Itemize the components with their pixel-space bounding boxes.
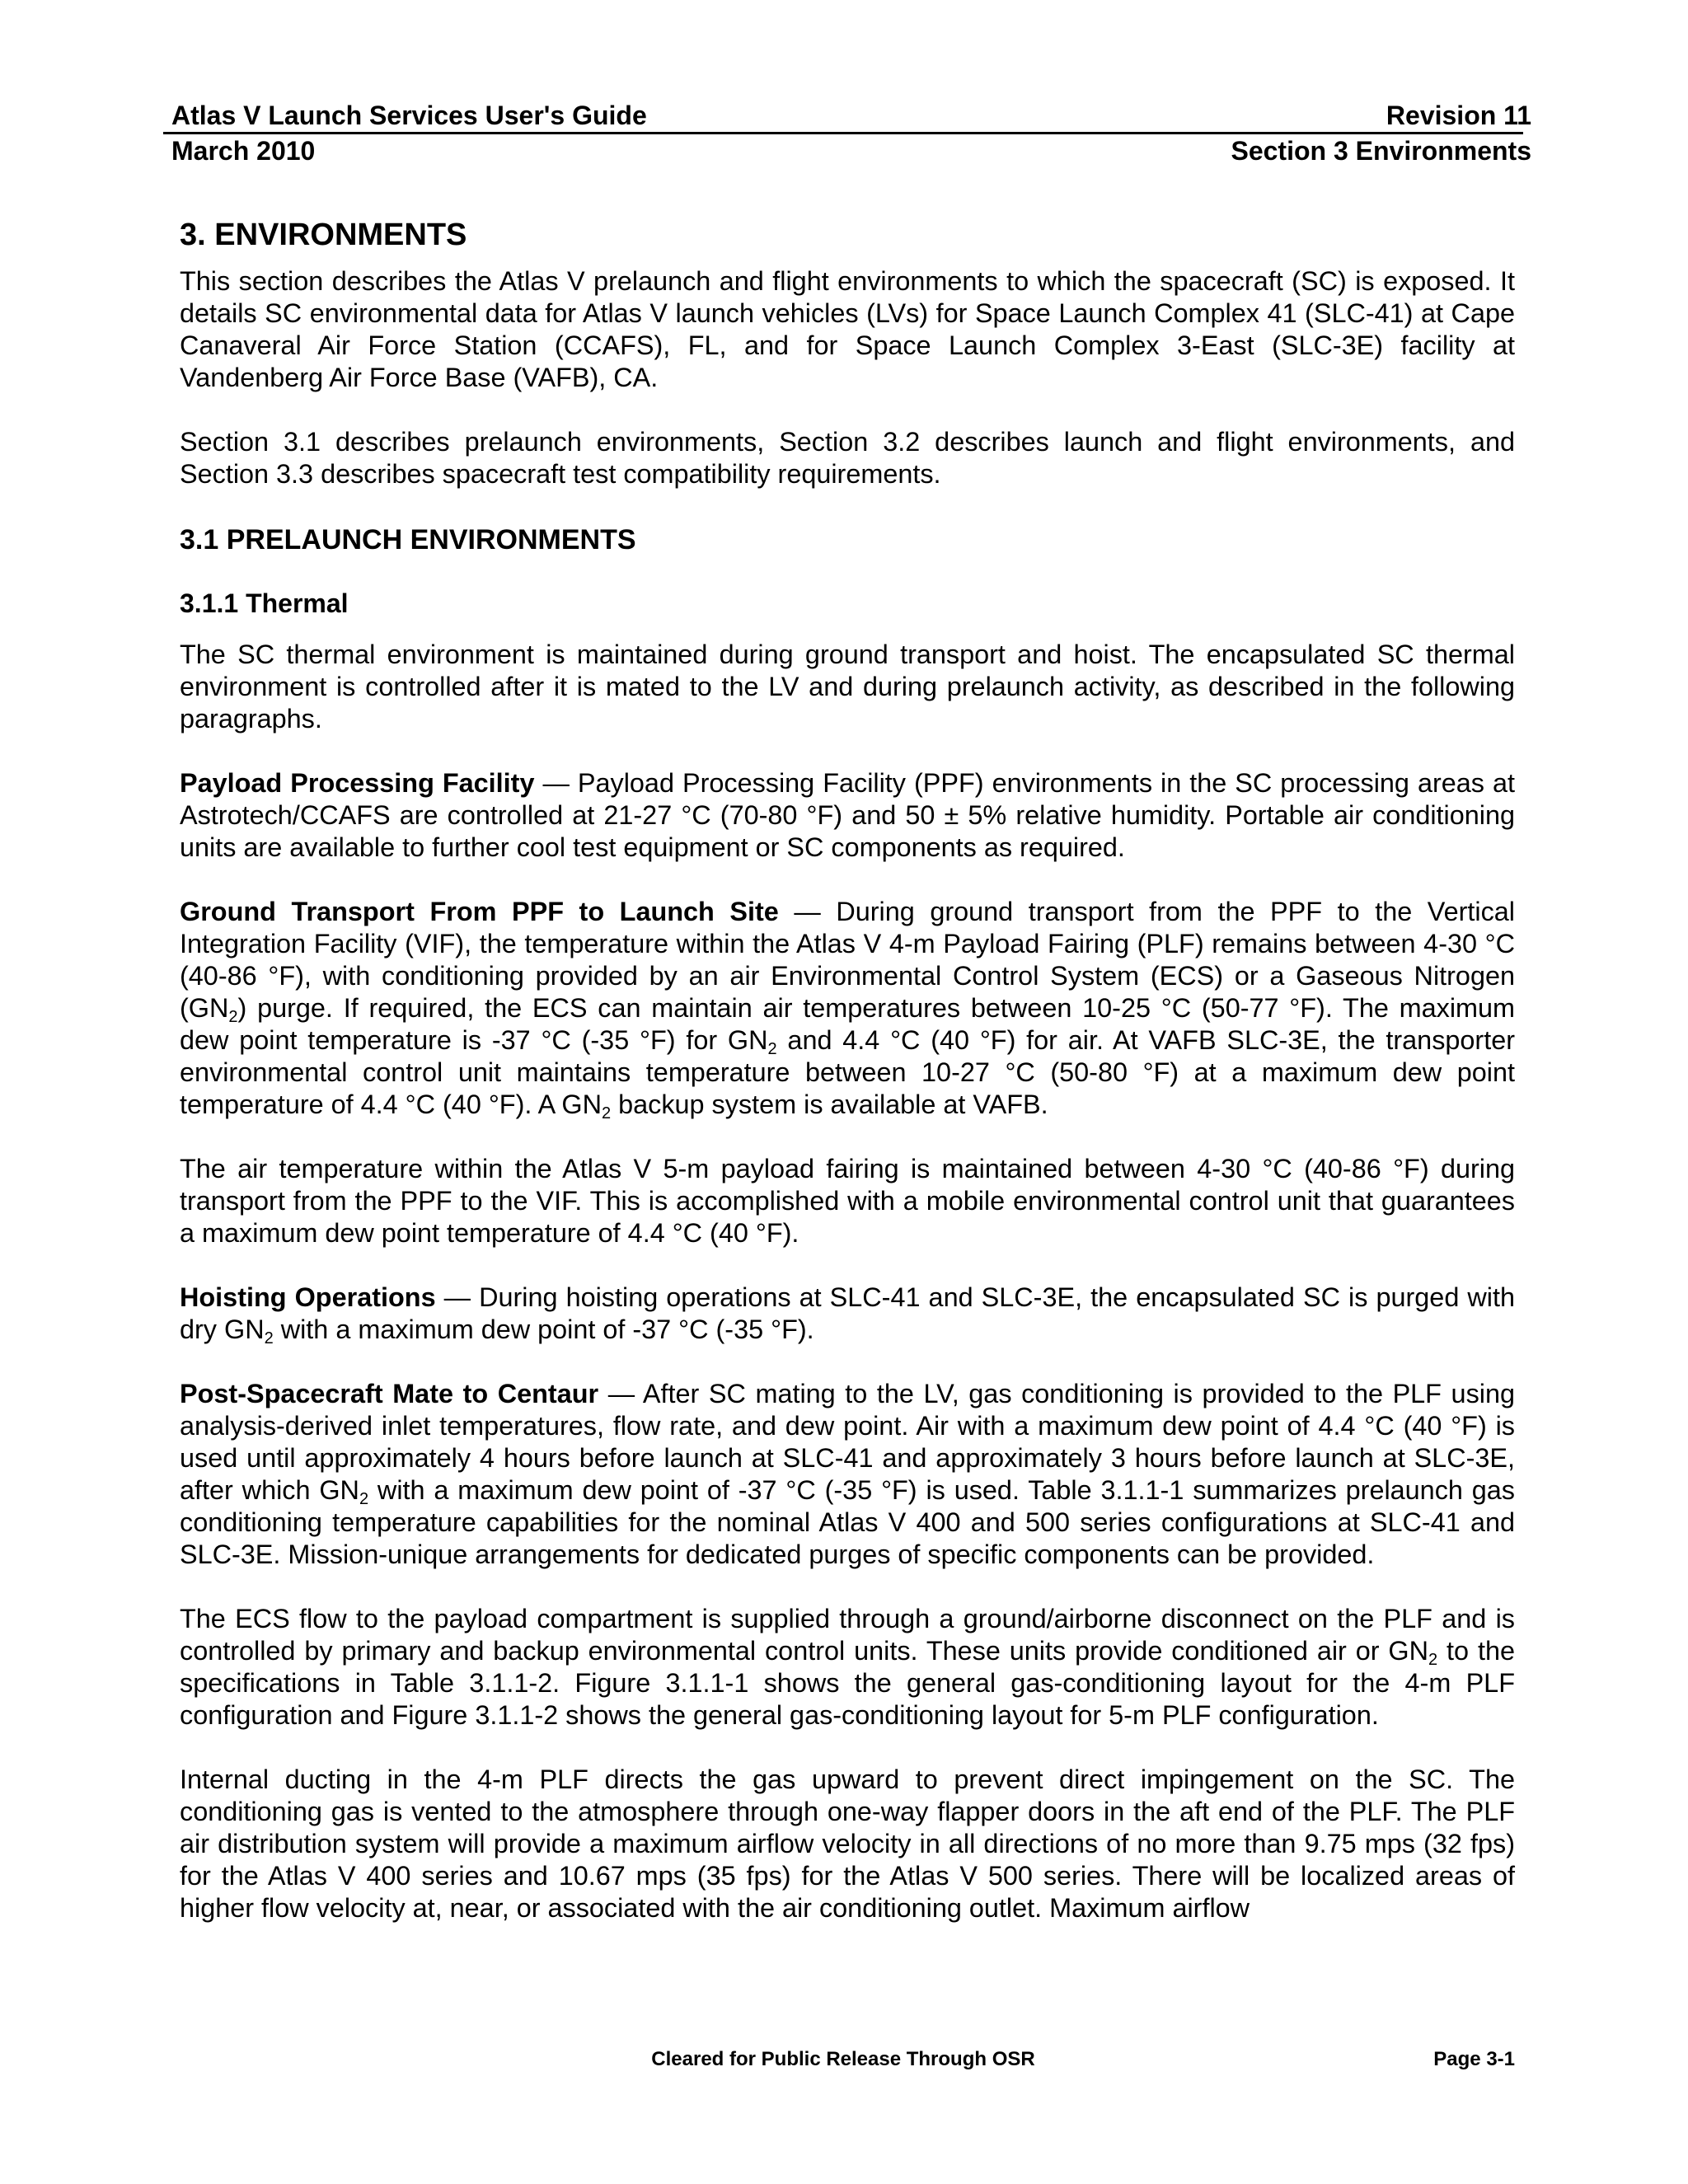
subscript-2: 2 — [767, 1040, 777, 1058]
post-mate-text-2: with a maximum dew point of -37 °C (-35 °F) is used. Table 3.1.1-1 summarizes prelaunch gas conditioning temperature capabilities for the nominal Atlas V 400 and 500 series configurations at SLC-41 and SLC-3E. Mission-unique arrangements for dedicated purges of specific components can be provided. — [180, 1475, 1515, 1569]
hoisting-paragraph — [180, 1282, 1515, 1346]
air-temperature-paragraph: The air temperature within the Atlas V 5-m payload fairing is maintained between 4-30 °C (40-86 °F) during transport from the PPF to the VIF. This is accomplished with a mobile environmental control unit that guarantees a maximum dew point temperature of 4.4 °C (40 °F). — [180, 1154, 1515, 1248]
subscript-2: 2 — [264, 1329, 274, 1347]
ecs-paragraph — [180, 1603, 1515, 1732]
ground-transport-text-4: backup system is available at VAFB. — [611, 1090, 1048, 1119]
intro-paragraph-2: Section 3.1 describes prelaunch environments, Section 3.2 describes launch and flight environments, and Section 3.3 describes spacecraft test compatibility requirements. — [180, 427, 1515, 489]
thermal-paragraph: The SC thermal environment is maintained during ground transport and hoist. The encapsulated SC thermal environment is controlled after it is mated to the LV and during prelaunch activity, as described in the following paragraphs. — [180, 640, 1515, 733]
document-title: Atlas V Launch Services User's Guide — [171, 101, 647, 130]
subscript-2: 2 — [1428, 1651, 1438, 1669]
subsubsection-heading-thermal: 3.1.1 Thermal — [180, 588, 349, 618]
section-heading: 3. ENVIRONMENTS — [180, 218, 467, 252]
post-mate-text-1: — After SC mating to the LV, gas conditioning is provided to the PLF using analysis-derived inlet temperatures, flow rate, and dew point. Air with a maximum dew point of 4.4 °C (40 °F) is used until approximately 4 hours before launch at SLC-41 and approximately 3 hours before launch at SLC-3E, after which GN — [180, 1379, 1515, 1505]
page-number: Page 3-1 — [1433, 2048, 1515, 2070]
ground-transport-lead: Ground Transport From PPF to Launch Site — [180, 897, 779, 926]
ducting-paragraph: Internal ducting in the 4-m PLF directs the gas upward to prevent direct impingement on the SC. The conditioning gas is vented to the atmosphere through one-way flapper doors in the aft end of the PLF. The PLF air distribution system will provide a maximum airflow velocity in all directions of no more than 9.75 mps (32 fps) for the Atlas V 400 series and 10.67 mps (35 fps) for the Atlas V 500 series. There will be localized areas of higher flow velocity at, near, or associated with the air conditioning outlet. Maximum airflow — [180, 1765, 1515, 1923]
subscript-2: 2 — [601, 1104, 612, 1122]
subscript-2: 2 — [359, 1490, 369, 1508]
release-statement: Cleared for Public Release Through OSR — [651, 2048, 1035, 2070]
ppf-text: — Payload Processing Facility (PPF) environments in the SC processing areas at Astrotech/CCAFS are controlled at 21-27 °C (70-80 °F) and 50 ± 5% relative humidity. Portable air conditioning units are available to further cool test equipment or SC components as required. — [180, 768, 1516, 862]
page-content — [180, 216, 1515, 1957]
hoisting-lead: Hoisting Operations — [180, 1282, 436, 1312]
ground-transport-text-3: and 4.4 °C (40 °F) for air. At VAFB SLC-3E, the transporter environmental control unit maintains temperature between 10-27 °C (50-80 °F) at a maximum dew point temperature of 4.4 °C (40 °F). A GN — [180, 1025, 1516, 1119]
ecs-text-2: to the specifications in Table 3.1.1-2. Figure 3.1.1-1 shows the general gas-conditioning layout for the 4-m PLF configuration and Figure 3.1.1-2 shows the general gas-conditioning layout for 5-m PLF configuration. — [180, 1636, 1516, 1730]
ppf-paragraph — [180, 767, 1515, 864]
ground-transport-paragraph — [180, 896, 1515, 1121]
subscript-2: 2 — [228, 1008, 238, 1026]
post-mate-paragraph — [180, 1378, 1515, 1571]
post-mate-lead: Post-Spacecraft Mate to Centaur — [180, 1379, 599, 1408]
intro-paragraph-1: This section describes the Atlas V prelaunch and flight environments to which the spacecraft (SC) is exposed. It details SC environmental data for Atlas V launch vehicles (LVs) for Space Launch Complex 41 (SLC-41) at Cape Canaveral Air Force Station (CCAFS), FL, and for Space Launch Complex 3-East (SLC-3E) facility at Vandenberg Air Force Base (VAFB), CA. — [180, 266, 1515, 392]
ground-transport-text-2: ) purge. If required, the ECS can maintain air temperatures between 10-25 °C (50-77 °F). The maximum dew point temperature is -37 °C (-35 °F) for GN — [180, 993, 1515, 1055]
document-date: March 2010 — [171, 136, 316, 166]
running-header-bottom — [163, 134, 1540, 167]
ppf-lead: Payload Processing Facility — [180, 768, 535, 798]
ground-transport-text-1: — During ground transport from the PPF to the Vertical Integration Facility (VIF), the temperature within the Atlas V 4-m Payload Fairing (PLF) remains between 4-30 °C (40-86 °F), with conditioning provided by an air Environmental Control System (ECS) or a Gaseous Nitrogen (GN — [180, 897, 1516, 1023]
hoisting-text-1: — During hoisting operations at SLC-41 and SLC-3E, the encapsulated SC is purged with dry GN — [180, 1282, 1515, 1344]
section-label: Section 3 Environments — [1231, 136, 1531, 166]
revision-label: Revision 11 — [1386, 101, 1531, 130]
hoisting-text-2: with a maximum dew point of -37 °C (-35 °F). — [273, 1315, 814, 1344]
ecs-text-1: The ECS flow to the payload compartment is supplied through a ground/airborne disconnect on the PLF and is controlled by primary and backup environmental control units. These units provide conditioned air or GN — [180, 1604, 1515, 1666]
subsection-heading-prelaunch: 3.1 PRELAUNCH ENVIRONMENTS — [180, 524, 636, 555]
running-header-top — [163, 99, 1540, 132]
